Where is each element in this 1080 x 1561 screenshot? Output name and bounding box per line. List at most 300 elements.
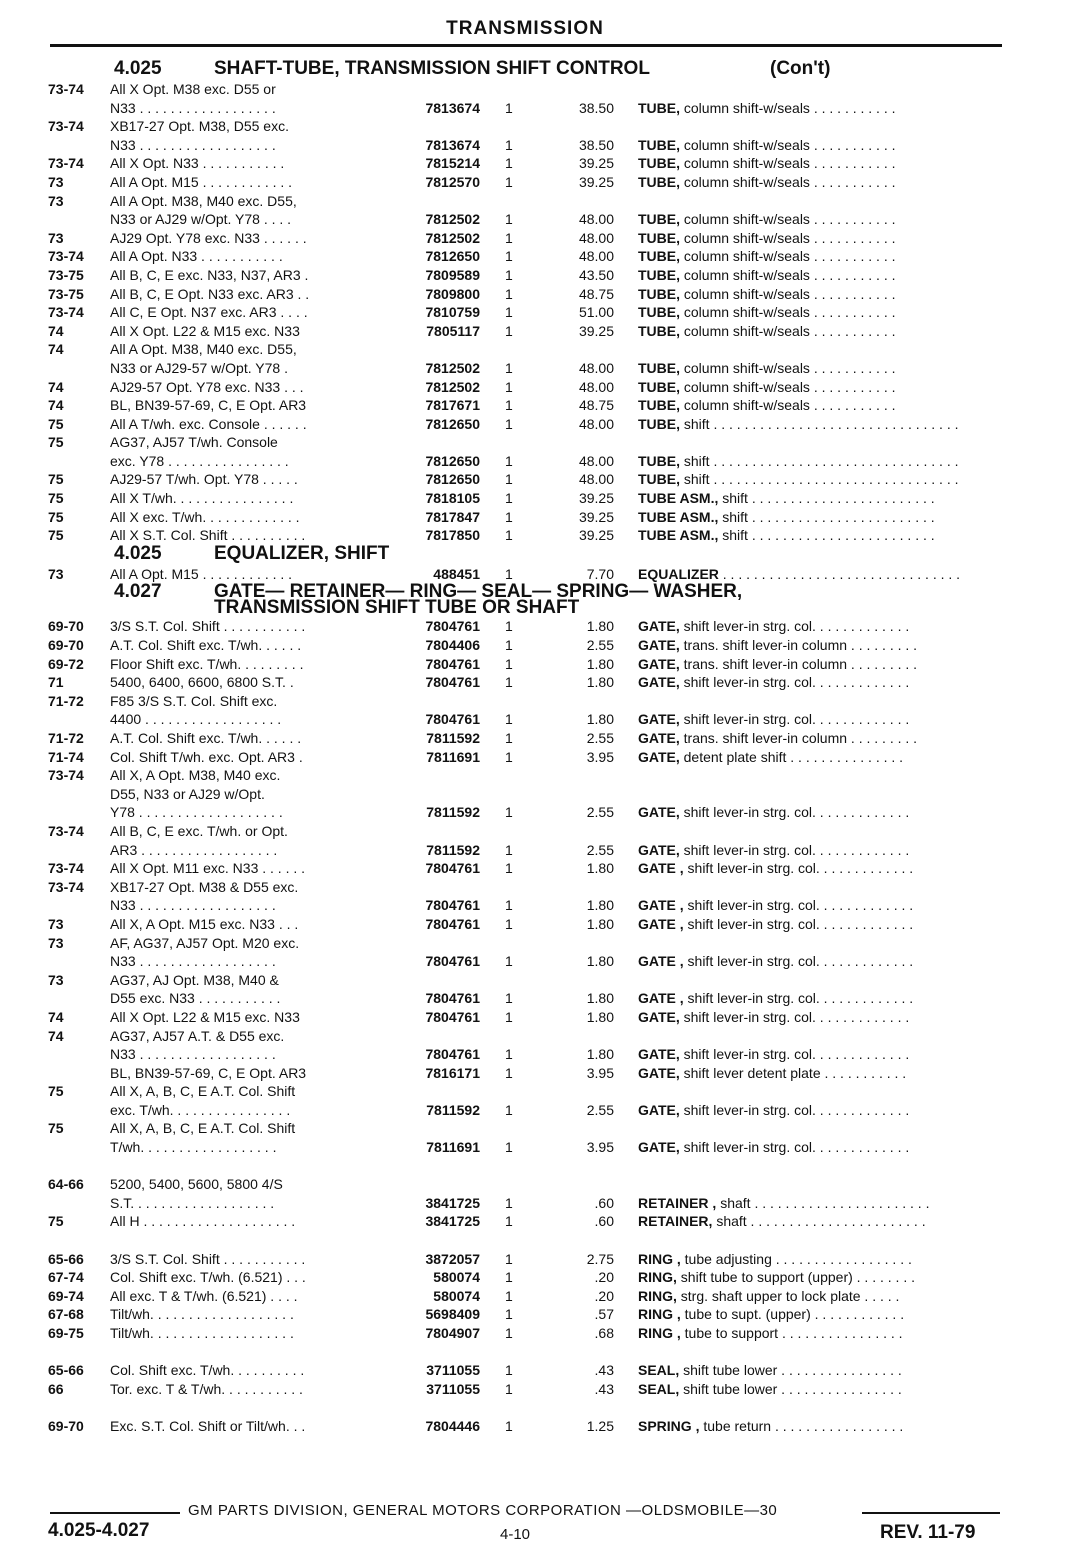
price: 39.25: [578, 508, 614, 525]
part-number: 7810759: [425, 304, 480, 321]
quantity: 1: [505, 990, 513, 1007]
application-description: All X S.T. Col. Shift . . . . . . . . . .: [110, 527, 306, 544]
table-row: [0, 1045, 1080, 1064]
quantity: 1: [505, 1269, 513, 1286]
section-heading-line2: [0, 599, 1080, 617]
part-name-detail: shift lever-in strg. col. . . . . . . . . . . . .: [683, 674, 910, 691]
application-description: N33 . . . . . . . . . . . . . . . . . .: [110, 953, 276, 970]
part-name-detail: column shift-w/seals . . . . . . . . . . .: [683, 397, 896, 414]
section-number: 4.025: [114, 58, 162, 79]
part-name-detail: column shift-w/seals . . . . . . . . . . .: [683, 229, 896, 246]
model-years: 74: [48, 1027, 64, 1044]
part-name: [638, 378, 1000, 397]
section-heading: [0, 542, 1080, 565]
part-number: 7804761: [425, 915, 480, 932]
part-name: [638, 415, 1000, 434]
application-description: All H . . . . . . . . . . . . . . . . . . . .: [110, 1213, 296, 1230]
application-description: All A Opt. M15 . . . . . . . . . . . .: [110, 565, 293, 582]
quantity: 1: [505, 748, 513, 765]
part-name: [638, 859, 1000, 878]
part-number: 7812502: [425, 211, 480, 228]
model-years: 73-74: [48, 304, 84, 321]
part-name: [638, 229, 1000, 248]
application-description: N33 . . . . . . . . . . . . . . . . . .: [110, 1046, 276, 1063]
price: 1.80: [586, 990, 614, 1007]
table-row: [0, 154, 1080, 173]
part-name-bold: TUBE,: [638, 471, 680, 488]
part-name-bold: GATE,: [638, 841, 680, 858]
part-name-bold: TUBE,: [638, 99, 680, 116]
part-name-detail: shift . . . . . . . . . . . . . . . . . . . . . . . .: [722, 527, 935, 544]
part-name: [638, 1287, 1000, 1306]
table-row: [0, 340, 1080, 359]
table-row: [0, 229, 1080, 248]
quantity: 1: [505, 1325, 513, 1341]
part-name-detail: column shift-w/seals . . . . . . . . . . .: [683, 378, 896, 395]
footer-rule-left: [50, 1512, 180, 1514]
model-years: 75: [48, 1213, 64, 1230]
table-row: [0, 729, 1080, 748]
application-description: Exc. S.T. Col. Shift or Tilt/wh. . .: [110, 1417, 306, 1434]
part-name-bold: GATE ,: [638, 990, 684, 1007]
application-description: BL, BN39-57-69, C, E Opt. AR3: [110, 1064, 307, 1081]
part-name-bold: RING,: [638, 1269, 677, 1286]
part-number: 5698409: [425, 1306, 480, 1323]
quantity: 1: [505, 1287, 513, 1304]
part-name-detail: shift lever-in strg. col. . . . . . . . . . . . .: [683, 804, 910, 821]
table-row: [0, 673, 1080, 692]
quantity: 1: [505, 1417, 513, 1434]
part-name-detail: shift lever-in strg. col. . . . . . . . . . . . .: [687, 915, 914, 932]
application-description: Tilt/wh. . . . . . . . . . . . . . . . . . .: [110, 1325, 294, 1341]
model-years: 73-74: [48, 81, 84, 97]
table-row: [0, 859, 1080, 878]
quantity: 1: [505, 490, 513, 507]
model-years: 73: [48, 565, 64, 582]
table-row: [0, 822, 1080, 841]
part-name-bold: RING,: [638, 1287, 677, 1304]
part-name-detail: shift tube lower . . . . . . . . . . . . . . . .: [683, 1380, 902, 1397]
part-name-detail: column shift-w/seals . . . . . . . . . . .: [683, 136, 896, 153]
part-number: 7804907: [425, 1325, 480, 1341]
model-years: 69-72: [48, 655, 84, 672]
quantity: 1: [505, 1380, 513, 1397]
part-name-bold: RETAINER ,: [638, 1194, 717, 1211]
part-name-detail: shift . . . . . . . . . . . . . . . . . . . . . . . . . . . . . . . .: [683, 471, 959, 488]
model-years: 66: [48, 1380, 64, 1397]
part-number: 7811592: [426, 730, 480, 746]
application-description: D55 exc. N33 . . . . . . . . . . .: [110, 990, 281, 1007]
section-title: SHAFT-TUBE, TRANSMISSION SHIFT CONTROL: [214, 58, 650, 79]
part-name-detail: tube return . . . . . . . . . . . . . . . . .: [703, 1417, 904, 1434]
application-description: S.T. . . . . . . . . . . . . . . . . . .: [110, 1194, 275, 1211]
part-name: [638, 173, 1000, 192]
part-name-bold: GATE,: [638, 730, 680, 746]
part-name-bold: GATE,: [638, 1101, 680, 1118]
table-row: [0, 1305, 1080, 1324]
table-row: [0, 915, 1080, 934]
model-years: 73: [48, 971, 64, 988]
model-years: 73-75: [48, 266, 84, 283]
model-years: 73-74: [48, 155, 84, 172]
price: 43.50: [578, 266, 614, 283]
application-description: N33 . . . . . . . . . . . . . . . . . .: [110, 99, 276, 116]
application-description: AG37, AJ57 T/wh. Console: [110, 434, 278, 451]
application-description: Col. Shift T/wh. exc. Opt. AR3 .: [110, 748, 303, 765]
price: 1.80: [586, 655, 614, 672]
part-number: 7812650: [425, 415, 480, 432]
part-name-bold: GATE ,: [638, 953, 684, 970]
model-years: 69-70: [48, 618, 84, 635]
application-description: F85 3/S S.T. Col. Shift exc.: [110, 692, 278, 709]
part-name-detail: shift . . . . . . . . . . . . . . . . . . . . . . . .: [722, 490, 935, 507]
application-description: XB17-27 Opt. M38, D55 exc.: [110, 118, 289, 135]
part-name-detail: shift tube lower . . . . . . . . . . . . . . . .: [683, 1362, 902, 1379]
part-name-detail: shift lever-in strg. col. . . . . . . . . . . . .: [683, 1139, 910, 1156]
price: 39.25: [578, 490, 614, 507]
model-years: 69-70: [48, 1417, 84, 1434]
table-row: [0, 452, 1080, 471]
part-name-bold: TUBE,: [638, 359, 680, 376]
part-name: [638, 1380, 1000, 1399]
price: 1.80: [586, 1046, 614, 1063]
table-row: [0, 971, 1080, 990]
table-row: [0, 1027, 1080, 1046]
application-description: 5200, 5400, 5600, 5800 4/S: [110, 1176, 283, 1193]
price: .68: [594, 1325, 614, 1341]
part-name-bold: TUBE,: [638, 285, 680, 302]
part-number: 7812650: [425, 471, 480, 488]
model-years: 73-74: [48, 248, 84, 265]
part-name: [638, 915, 1000, 934]
part-name-detail: column shift-w/seals . . . . . . . . . . .: [683, 322, 896, 339]
part-name-detail: shift lever-in strg. col. . . . . . . . . . . . .: [683, 1046, 910, 1063]
price: 1.80: [586, 915, 614, 932]
application-description: All B, C, E exc. N33, N37, AR3 .: [110, 266, 309, 283]
footer-revision: REV. 11-79: [880, 1522, 976, 1543]
part-number: 7811592: [426, 841, 480, 858]
part-name-bold: TUBE,: [638, 136, 680, 153]
part-name-detail: shift lever detent plate . . . . . . . . . . .: [683, 1064, 907, 1081]
application-description: Tilt/wh. . . . . . . . . . . . . . . . . . .: [110, 1306, 294, 1323]
price: 1.25: [586, 1417, 614, 1434]
price: 48.00: [578, 471, 614, 488]
part-number: 7811592: [426, 1101, 480, 1118]
quantity: 1: [505, 637, 513, 654]
row-spacer: [0, 1343, 1080, 1362]
row-spacer: [0, 1157, 1080, 1176]
part-name-bold: RING ,: [638, 1325, 681, 1341]
price: 48.00: [578, 229, 614, 246]
part-name: [638, 526, 1000, 545]
table-row: [0, 303, 1080, 322]
model-years: 67-74: [48, 1269, 84, 1286]
part-name-bold: SEAL,: [638, 1380, 680, 1397]
quantity: 1: [505, 508, 513, 525]
application-description: All X Opt. M11 exc. N33 . . . . . .: [110, 860, 306, 877]
price: 7.70: [586, 565, 614, 582]
part-name: [638, 1361, 1000, 1380]
table-row: [0, 1138, 1080, 1157]
part-number: 7812502: [425, 378, 480, 395]
model-years: 75: [48, 434, 64, 451]
price: 48.00: [578, 211, 614, 228]
price: 48.00: [578, 378, 614, 395]
model-years: 69-75: [48, 1325, 84, 1341]
footer-publisher: GM PARTS DIVISION, GENERAL MOTORS CORPORATION —OLDSMOBILE—30: [188, 1502, 778, 1519]
application-description: AF, AG37, AJ57 Opt. M20 exc.: [110, 934, 300, 951]
part-name: [638, 1045, 1000, 1064]
price: 2.55: [586, 804, 614, 821]
part-number: 7816171: [425, 1064, 480, 1081]
part-number: 7812650: [425, 452, 480, 469]
application-description: All C, E Opt. N37 exc. AR3 . . . .: [110, 304, 308, 321]
section-number: 4.025: [114, 542, 162, 564]
part-name: [638, 136, 1000, 155]
table-row: [0, 1082, 1080, 1101]
part-name-bold: GATE,: [638, 748, 680, 765]
price: 48.75: [578, 397, 614, 414]
part-name-bold: GATE,: [638, 1139, 680, 1156]
table-row: [0, 1287, 1080, 1306]
application-description: All A Opt. M38, M40 exc. D55,: [110, 341, 297, 358]
part-name: [638, 1194, 1000, 1213]
part-number: 7813674: [425, 136, 480, 153]
table-row: [0, 1361, 1080, 1380]
application-description: AJ29 Opt. Y78 exc. N33 . . . . . .: [110, 229, 307, 246]
part-name: [638, 1008, 1000, 1027]
header-rule: [50, 44, 1002, 47]
application-description: All X T/wh. . . . . . . . . . . . . . . .: [110, 490, 294, 507]
table-row: [0, 803, 1080, 822]
price: 3.95: [586, 1139, 614, 1156]
application-description: All X, A, B, C, E A.T. Col. Shift: [110, 1083, 296, 1100]
part-number: 7804761: [425, 655, 480, 672]
price: .60: [594, 1194, 614, 1211]
part-name-bold: GATE,: [638, 711, 680, 728]
price: 48.00: [578, 415, 614, 432]
part-name: [638, 99, 1000, 118]
part-name: [638, 470, 1000, 489]
part-number: 7805117: [426, 322, 480, 339]
part-name-bold: GATE,: [638, 1046, 680, 1063]
table-row: [0, 489, 1080, 508]
part-name-detail: shift lever-in strg. col. . . . . . . . . . . . .: [687, 860, 914, 877]
table-row: [0, 1250, 1080, 1269]
part-number: 7817850: [425, 527, 480, 544]
model-years: 64-66: [48, 1176, 84, 1193]
part-name-detail: shift lever-in strg. col. . . . . . . . . . . . .: [687, 897, 914, 914]
quantity: 1: [505, 415, 513, 432]
part-name-bold: TUBE,: [638, 173, 680, 190]
model-years: 75: [48, 1120, 64, 1137]
part-name: [638, 803, 1000, 822]
model-years: 74: [48, 378, 64, 395]
part-name: [638, 1101, 1000, 1120]
table-row: [0, 617, 1080, 636]
price: 48.75: [578, 285, 614, 302]
application-description: All B, C, E exc. T/wh. or Opt.: [110, 822, 288, 839]
quantity: 1: [505, 1008, 513, 1025]
part-name-detail: shift . . . . . . . . . . . . . . . . . . . . . . . . . . . . . . . .: [683, 415, 959, 432]
part-name: [638, 452, 1000, 471]
application-description: AJ29-57 T/wh. Opt. Y78 . . . . .: [110, 471, 298, 488]
part-name-detail: shift . . . . . . . . . . . . . . . . . . . . . . . .: [722, 508, 935, 525]
part-name-detail: shift lever-in strg. col. . . . . . . . . . . . .: [683, 1008, 910, 1025]
part-name: [638, 322, 1000, 341]
model-years: 65-66: [48, 1250, 84, 1267]
price: 2.55: [586, 730, 614, 746]
part-name-bold: TUBE,: [638, 211, 680, 228]
parts-list: [0, 60, 1080, 1436]
section-heading: [0, 60, 1080, 80]
part-number: 7804406: [425, 637, 480, 654]
quantity: 1: [505, 1101, 513, 1118]
part-name: [638, 1417, 1000, 1436]
table-row: [0, 526, 1080, 545]
quantity: 1: [505, 655, 513, 672]
part-name-detail: shift lever-in strg. col. . . . . . . . . . . . .: [683, 841, 910, 858]
application-description: D55, N33 or AJ29 w/Opt.: [110, 785, 265, 802]
table-row: [0, 1417, 1080, 1436]
table-row: [0, 1194, 1080, 1213]
part-number: 7818105: [425, 490, 480, 507]
application-description: Col. Shift exc. T/wh. . . . . . . . . .: [110, 1362, 305, 1379]
section-number: 4.027: [114, 581, 162, 603]
part-name-detail: trans. shift lever-in column . . . . . . . . .: [683, 730, 918, 746]
part-name: [638, 989, 1000, 1008]
application-description: AG37, AJ57 A.T. & D55 exc.: [110, 1027, 285, 1044]
quantity: 1: [505, 897, 513, 914]
part-name-detail: shift lever-in strg. col. . . . . . . . . . . . .: [683, 1101, 910, 1118]
quantity: 1: [505, 730, 513, 746]
quantity: 1: [505, 565, 513, 582]
quantity: 1: [505, 99, 513, 116]
model-years: 71-72: [48, 692, 84, 709]
part-name: [638, 896, 1000, 915]
part-name: [638, 154, 1000, 173]
price: 2.55: [586, 1101, 614, 1118]
part-name-detail: column shift-w/seals . . . . . . . . . . .: [683, 173, 896, 190]
application-description: All B, C, E Opt. N33 exc. AR3 . .: [110, 285, 310, 302]
table-row: [0, 378, 1080, 397]
part-name-bold: TUBE ASM.,: [638, 527, 719, 544]
price: 39.25: [578, 155, 614, 172]
part-number: 7809800: [425, 285, 480, 302]
quantity: 1: [505, 674, 513, 691]
price: 2.75: [586, 1250, 614, 1267]
quantity: 1: [505, 1046, 513, 1063]
part-name-bold: TUBE,: [638, 452, 680, 469]
row-spacer: [0, 1231, 1080, 1250]
section-title: EQUALIZER, SHIFT: [214, 542, 390, 564]
application-description: AR3 . . . . . . . . . . . . . . . . . .: [110, 841, 278, 858]
table-row: [0, 710, 1080, 729]
part-number: 580074: [433, 1287, 480, 1304]
part-name-detail: tube adjusting . . . . . . . . . . . . . . . . . .: [684, 1250, 912, 1267]
application-description: All X Opt. L22 & M15 exc. N33: [110, 1008, 300, 1025]
application-description: All X, A Opt. M15 exc. N33 . . .: [110, 915, 299, 932]
part-name: [638, 266, 1000, 285]
model-years: 73-74: [48, 118, 84, 135]
part-name-detail: column shift-w/seals . . . . . . . . . . .: [683, 99, 896, 116]
price: 1.80: [586, 897, 614, 914]
table-row: [0, 433, 1080, 452]
part-name-bold: RETAINER,: [638, 1213, 713, 1230]
part-name-bold: TUBE,: [638, 304, 680, 321]
application-description: XB17-27 Opt. M38 & D55 exc.: [110, 878, 299, 895]
model-years: 75: [48, 415, 64, 432]
price: .20: [594, 1269, 614, 1286]
table-row: [0, 285, 1080, 304]
part-number: 7804446: [425, 1417, 480, 1434]
table-row: [0, 1212, 1080, 1231]
part-name: [638, 710, 1000, 729]
quantity: 1: [505, 155, 513, 172]
application-description: All X, A Opt. M38, M40 exc.: [110, 767, 281, 784]
quantity: 1: [505, 1362, 513, 1379]
application-description: N33 or AJ29 w/Opt. Y78 . . . .: [110, 211, 292, 228]
part-number: 7809589: [425, 266, 480, 283]
part-number: 3711055: [426, 1380, 480, 1397]
part-name-bold: GATE ,: [638, 860, 684, 877]
part-name: [638, 285, 1000, 304]
table-row: [0, 636, 1080, 655]
part-name: [638, 841, 1000, 860]
price: .57: [594, 1306, 614, 1323]
table-row: [0, 415, 1080, 434]
price: 1.80: [586, 711, 614, 728]
quantity: 1: [505, 860, 513, 877]
model-years: 73-74: [48, 767, 84, 784]
table-row: [0, 1064, 1080, 1083]
part-name-detail: . . . . . . . . . . . . . . . . . . . . . . . . . . . . . . .: [722, 565, 961, 582]
part-number: 7804761: [425, 990, 480, 1007]
table-row: [0, 396, 1080, 415]
part-number: 7812502: [425, 229, 480, 246]
model-years: 75: [48, 471, 64, 488]
part-name-detail: trans. shift lever-in column . . . . . . . . .: [683, 655, 918, 672]
part-name: [638, 210, 1000, 229]
table-row: [0, 841, 1080, 860]
model-years: 69-70: [48, 637, 84, 654]
model-years: 75: [48, 1083, 64, 1100]
part-name-bold: GATE,: [638, 1008, 680, 1025]
price: 48.00: [578, 452, 614, 469]
model-years: 65-66: [48, 1362, 84, 1379]
application-description: 5400, 6400, 6600, 6800 S.T. .: [110, 674, 294, 691]
model-years: 69-74: [48, 1287, 84, 1304]
table-row: [0, 692, 1080, 711]
page-title: TRANSMISSION: [446, 18, 604, 39]
part-name: [638, 1212, 1000, 1231]
part-number: 7804761: [425, 1008, 480, 1025]
part-number: 7804761: [425, 953, 480, 970]
part-name-detail: shaft . . . . . . . . . . . . . . . . . . . . . . .: [716, 1213, 926, 1230]
part-number: 3841725: [425, 1194, 480, 1211]
price: 39.25: [578, 527, 614, 544]
footer-section-range: 4.025-4.027: [48, 1520, 150, 1541]
part-name-detail: shift tube to support (upper) . . . . . . . .: [680, 1269, 916, 1286]
part-name-bold: TUBE,: [638, 397, 680, 414]
table-row: [0, 1175, 1080, 1194]
application-description: BL, BN39-57-69, C, E Opt. AR3: [110, 397, 307, 414]
quantity: 1: [505, 359, 513, 376]
application-description: N33 . . . . . . . . . . . . . . . . . .: [110, 897, 276, 914]
table-row: [0, 1380, 1080, 1399]
quantity: 1: [505, 711, 513, 728]
application-description: 3/S S.T. Col. Shift . . . . . . . . . . .: [110, 618, 306, 635]
